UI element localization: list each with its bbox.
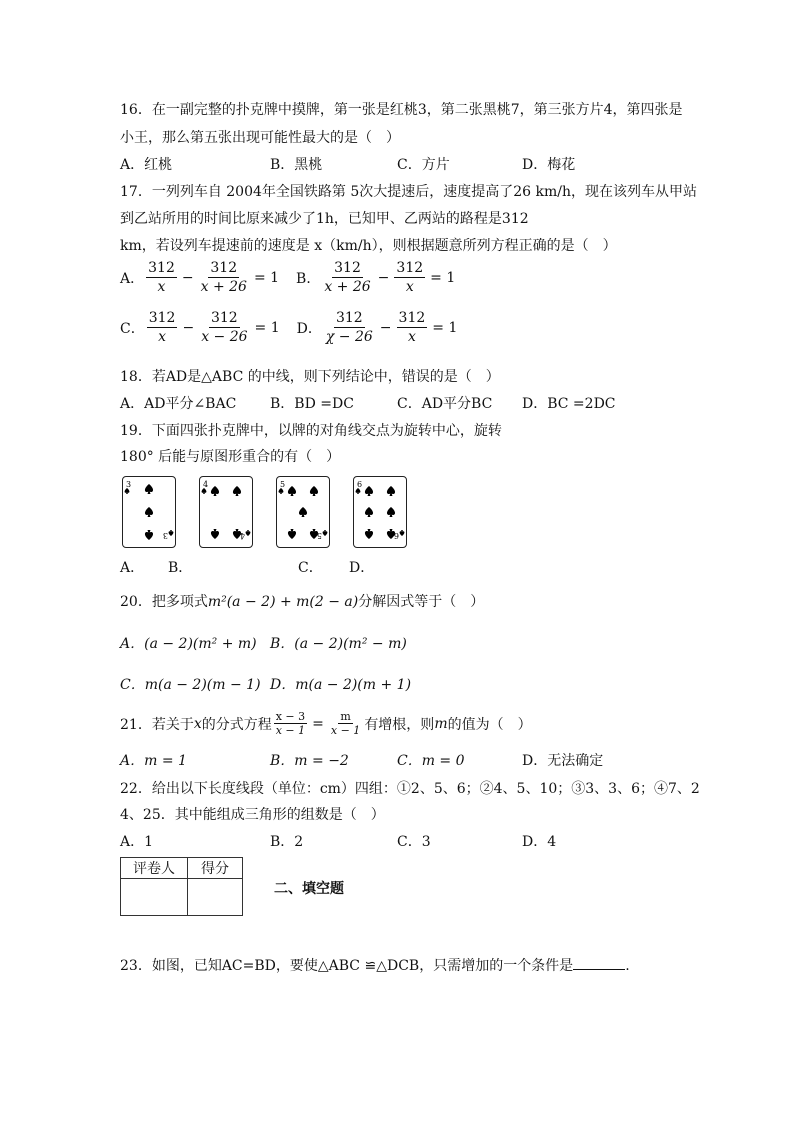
- q18-option-c[interactable]: C．AD平分BC: [397, 396, 493, 412]
- playing-card-4[interactable]: [199, 476, 253, 548]
- section-title: 二、填空题: [274, 881, 344, 897]
- q16-line1: 16．在一副完整的扑克牌中摸牌，第一张是红桃3，第二张黑桃7，第三张方片4，第四张是: [120, 102, 683, 118]
- q19-option-b[interactable]: B．: [168, 560, 193, 576]
- q17-c-frac2: $\frac{312}{x - 26}$: [201, 310, 248, 345]
- playing-card-6[interactable]: [353, 476, 407, 548]
- q17-d-frac1: $\frac{312}{\chi - 26}$: [325, 310, 373, 345]
- q17-b-frac2: $\frac{312}{x}$: [396, 260, 424, 295]
- q21-option-c[interactable]: C．m = 0: [397, 753, 465, 769]
- q21-frac-left: $\frac{x - 3}{x - 1}$: [275, 710, 306, 737]
- q18-option-a[interactable]: A．AD平分∠BAC: [120, 396, 237, 412]
- q20-option-d[interactable]: D．m(a − 2)(m + 1): [270, 677, 412, 693]
- q18-line1: 18．若AD是△ABC 的中线，则下列结论中，错误的是（ ）: [120, 369, 500, 385]
- q16-option-d[interactable]: D．梅花: [522, 157, 576, 173]
- score-table-score-header: 得分: [188, 858, 243, 879]
- svg-text:5: 5: [316, 531, 322, 540]
- playing-card-3[interactable]: [122, 476, 176, 548]
- card3-rank: 3: [126, 480, 132, 489]
- q17-option-c-label[interactable]: C．: [120, 320, 145, 337]
- q18-option-d[interactable]: D．BC =2DC: [522, 396, 616, 412]
- q20-option-b[interactable]: B．(a − 2)(m² − m): [270, 636, 407, 652]
- q22-option-c[interactable]: C．3: [397, 834, 431, 850]
- q22-line2: 4、25．其中能组成三角形的组数是（ ）: [120, 807, 385, 823]
- q17-c-frac1: $\frac{312}{x}$: [148, 310, 176, 345]
- q20-option-a[interactable]: A．(a − 2)(m² + m): [120, 636, 257, 652]
- q17-options-cd: C． $\frac{312}{x}$ − $\frac{312}{x - 26}$ = 1 D． $\frac{312}{\chi - 26}$ − $\frac{312}{x}$ = 1: [120, 310, 458, 345]
- q22-option-b[interactable]: B．2: [270, 834, 304, 850]
- q21-option-b[interactable]: B．m = −2: [270, 753, 349, 769]
- q20-expression: m²(a − 2) + m(2 − a): [207, 594, 359, 610]
- q17-line1: 17．一列列车自 2004年全国铁路第 5次大提速后，速度提高了26 km/h，现在该列车从甲站: [120, 184, 698, 200]
- q16-option-a[interactable]: A．红桃: [120, 157, 173, 173]
- q17-options-ab: A． $\frac{312}{x}$ − $\frac{312}{x + 26}$ = 1 B． $\frac{312}{x + 26}$ − $\frac{312}{x}$ = 1: [120, 260, 456, 295]
- q17-line3: km，若设列车提速前的速度是 x（km/h），则根据题意所列方程正确的是（ ）: [120, 238, 617, 254]
- card4-rank: 4: [203, 480, 209, 489]
- svg-text:4: 4: [239, 531, 245, 540]
- q18-option-b[interactable]: B．BD =DC: [270, 396, 354, 412]
- q17-a-frac1: $\frac{312}{x}$: [148, 260, 175, 295]
- q21-option-d[interactable]: D．无法确定: [522, 753, 604, 769]
- q22-option-a[interactable]: A．1: [120, 834, 154, 850]
- q23-line: 23．如图，已知AC=BD，要使△ABC ≌△DCB，只需增加的一个条件是 .: [120, 958, 630, 974]
- card6-rank: 6: [357, 480, 363, 489]
- score-table-grader-cell[interactable]: [121, 879, 188, 916]
- q17-option-b-label[interactable]: B．: [296, 270, 321, 287]
- q23-answer-blank[interactable]: [573, 957, 625, 970]
- q22-line1: 22．给出以下长度线段（单位：cm）四组：①2、5、6；②4、5、10；③3、3、6；④7、2: [120, 781, 700, 797]
- q17-option-a-label[interactable]: A．: [120, 270, 145, 287]
- score-table-score-cell[interactable]: [188, 879, 243, 916]
- q17-option-d-label[interactable]: D．: [296, 320, 322, 337]
- q16-line2: 小王，那么第五张出现可能性最大的是（ ）: [120, 130, 400, 146]
- q21-line1: 21．若关于 x 的分式方程 $\frac{x - 3}{x - 1}$ = $\frac{m}{x - 1}$ 有增根，则 m 的值为（ ）: [120, 710, 532, 737]
- q19-option-d[interactable]: D．: [349, 560, 375, 576]
- q19-line1: 19．下面四张扑克牌中，以牌的对角线交点为旋转中心，旋转: [120, 423, 502, 439]
- svg-text:6: 6: [393, 531, 399, 540]
- q21-frac-right: $\frac{m}{x - 1}$: [330, 710, 361, 737]
- q19-line2: 180° 后能与原图形重合的有（ ）: [120, 449, 341, 465]
- q17-a-frac2: $\frac{312}{x + 26}$: [200, 260, 247, 295]
- q21-option-a[interactable]: A．m = 1: [120, 753, 187, 769]
- q19-option-c[interactable]: C．: [298, 560, 323, 576]
- score-table-grader-header: 评卷人: [121, 858, 188, 879]
- q19-option-a[interactable]: A．: [120, 560, 145, 576]
- q22-option-d[interactable]: D．4: [522, 834, 557, 850]
- q16-option-c[interactable]: C．方片: [397, 157, 450, 173]
- card5-rank: 5: [280, 480, 286, 489]
- q20-line1: 20．把多项式m²(a − 2) + m(2 − a)分解因式等于（ ）: [120, 594, 485, 610]
- playing-card-5[interactable]: [276, 476, 330, 548]
- score-table: [120, 857, 243, 916]
- q17-b-frac1: $\frac{312}{x + 26}$: [324, 260, 371, 295]
- q16-option-b[interactable]: B．黑桃: [270, 157, 323, 173]
- q17-d-frac2: $\frac{312}{x}$: [398, 310, 426, 345]
- q17-line2: 到乙站所用的时间比原来减少了1h，已知甲、乙两站的路程是312: [120, 211, 529, 227]
- svg-text:3: 3: [162, 531, 168, 540]
- q20-option-c[interactable]: C．m(a − 2)(m − 1): [120, 677, 261, 693]
